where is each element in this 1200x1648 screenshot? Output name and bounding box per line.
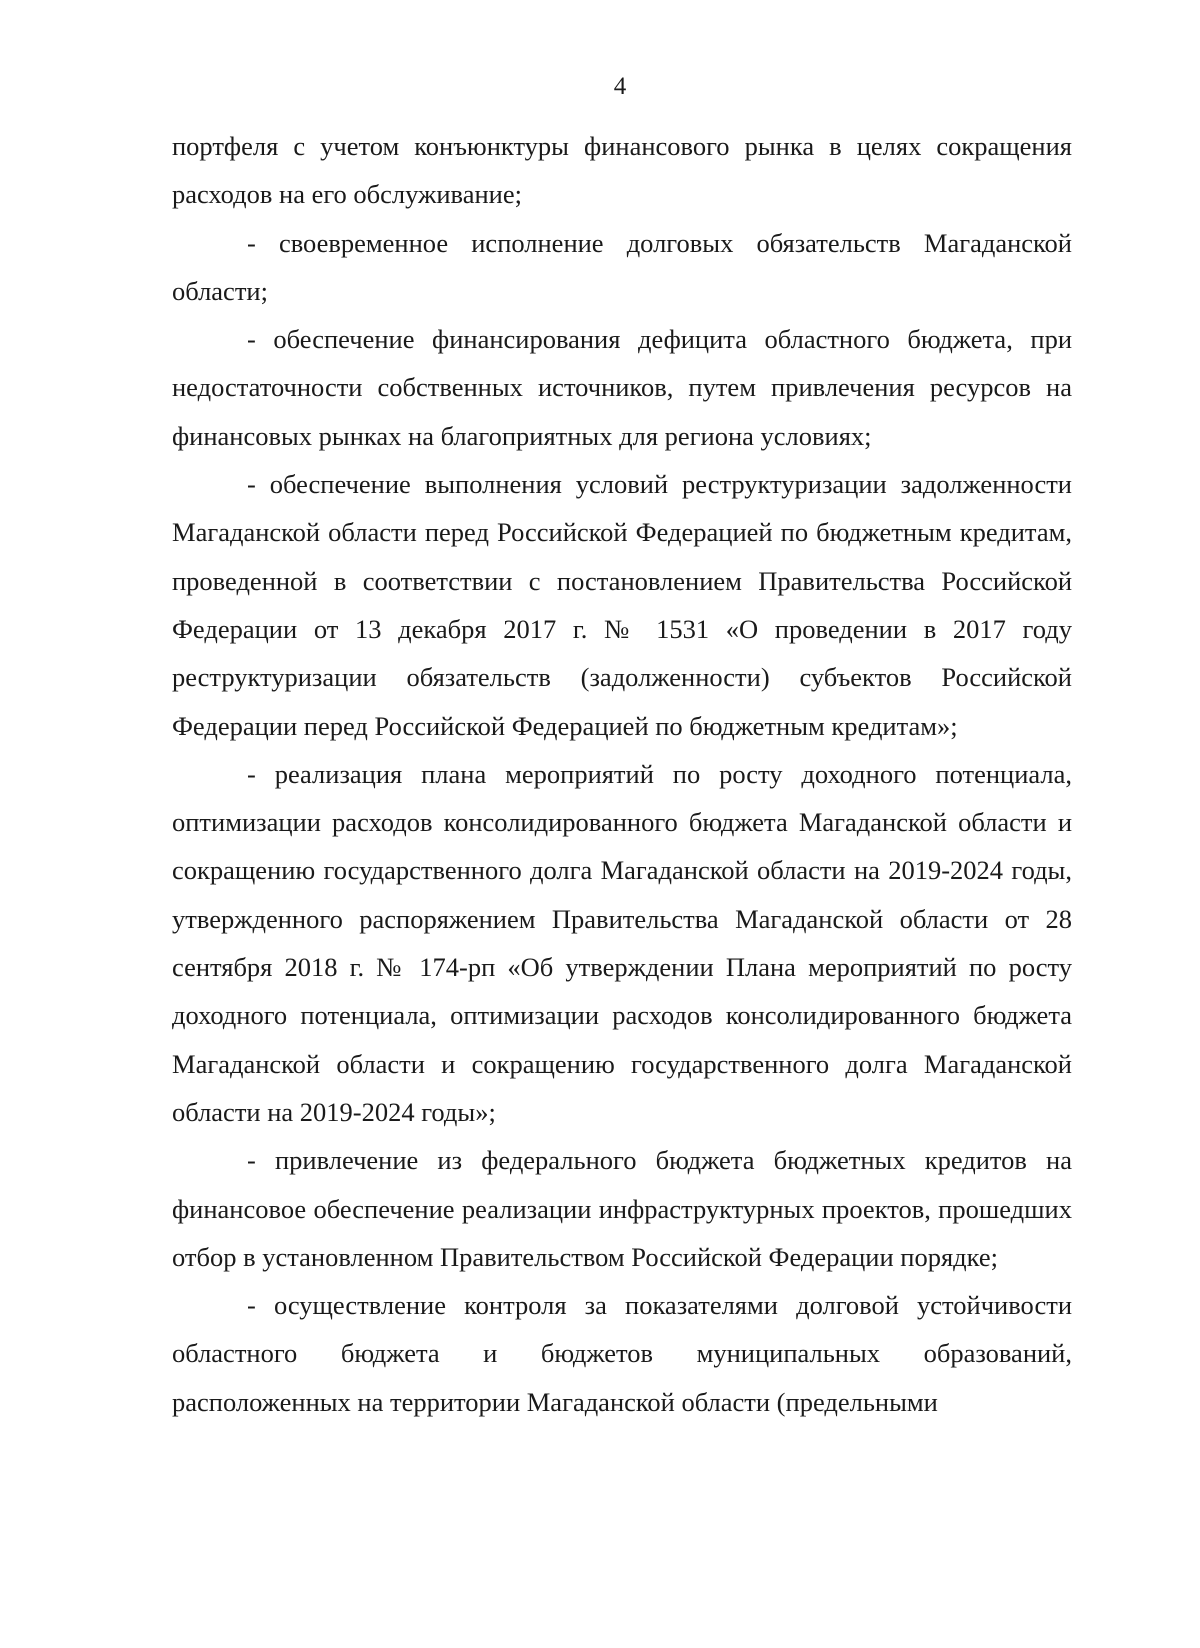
page-number: 4 — [613, 73, 627, 100]
paragraph-federal-credits: - привлечение из федерального бюджета бюджетных кредитов на финансовое обеспечение реализации инфраструктурных проектов, прошедших отбор в установленном Правительством Российской Федерации порядке; — [172, 1145, 1072, 1272]
paragraph-restructuring: - обеспечение выполнения условий реструктуризации задолженности Магаданской области перед Российской Федерацией по бюджетным кредитам, проведенной в соответствии с постановлением Правительства Российской Федерации от 13 декабря 2017 г. № 1531 «О проведении в 2017 году реструктуризации обязательств (задолженности) субъектов Российской Федерации перед Российской Федерацией по бюджетным кредитам»; — [172, 469, 1072, 741]
paragraph-action-plan: - реализация плана мероприятий по росту доходного потенциала, оптимизации расходов консолидированного бюджета Магаданской области и сокращению государственного долга Магаданской области на 2019-2024 годы, утвержденного распоряжением Правительства Магаданской области от 28 сентября 2018 г. № 174-рп «Об утверждении Плана мероприятий по росту доходного потенциала, оптимизации расходов консолидированного бюджета Магаданской области и сокращению государственного долга Магаданской области на 2019-2024 годы»; — [172, 758, 1072, 1127]
document-body — [172, 122, 1072, 1426]
paragraph-deficit-financing: - обеспечение финансирования дефицита областного бюджета, при недостаточности собственных источников, путем привлечения ресурсов на финансовых рынках на благоприятных для региона условиях; — [172, 324, 1072, 451]
paragraph-debt-obligations: - своевременное исполнение долговых обязательств Магаданской области; — [172, 227, 1072, 306]
paragraph-portfolio-continuation: портфеля с учетом конъюнктуры финансового рынка в целях сокращения расходов на его обслуживание; — [172, 131, 1072, 210]
paragraph-debt-control: - осуществление контроля за показателями долговой устойчивости областного бюджета и бюджетов муниципальных образований, расположенных на территории Магаданской области (предельными — [172, 1290, 1072, 1417]
